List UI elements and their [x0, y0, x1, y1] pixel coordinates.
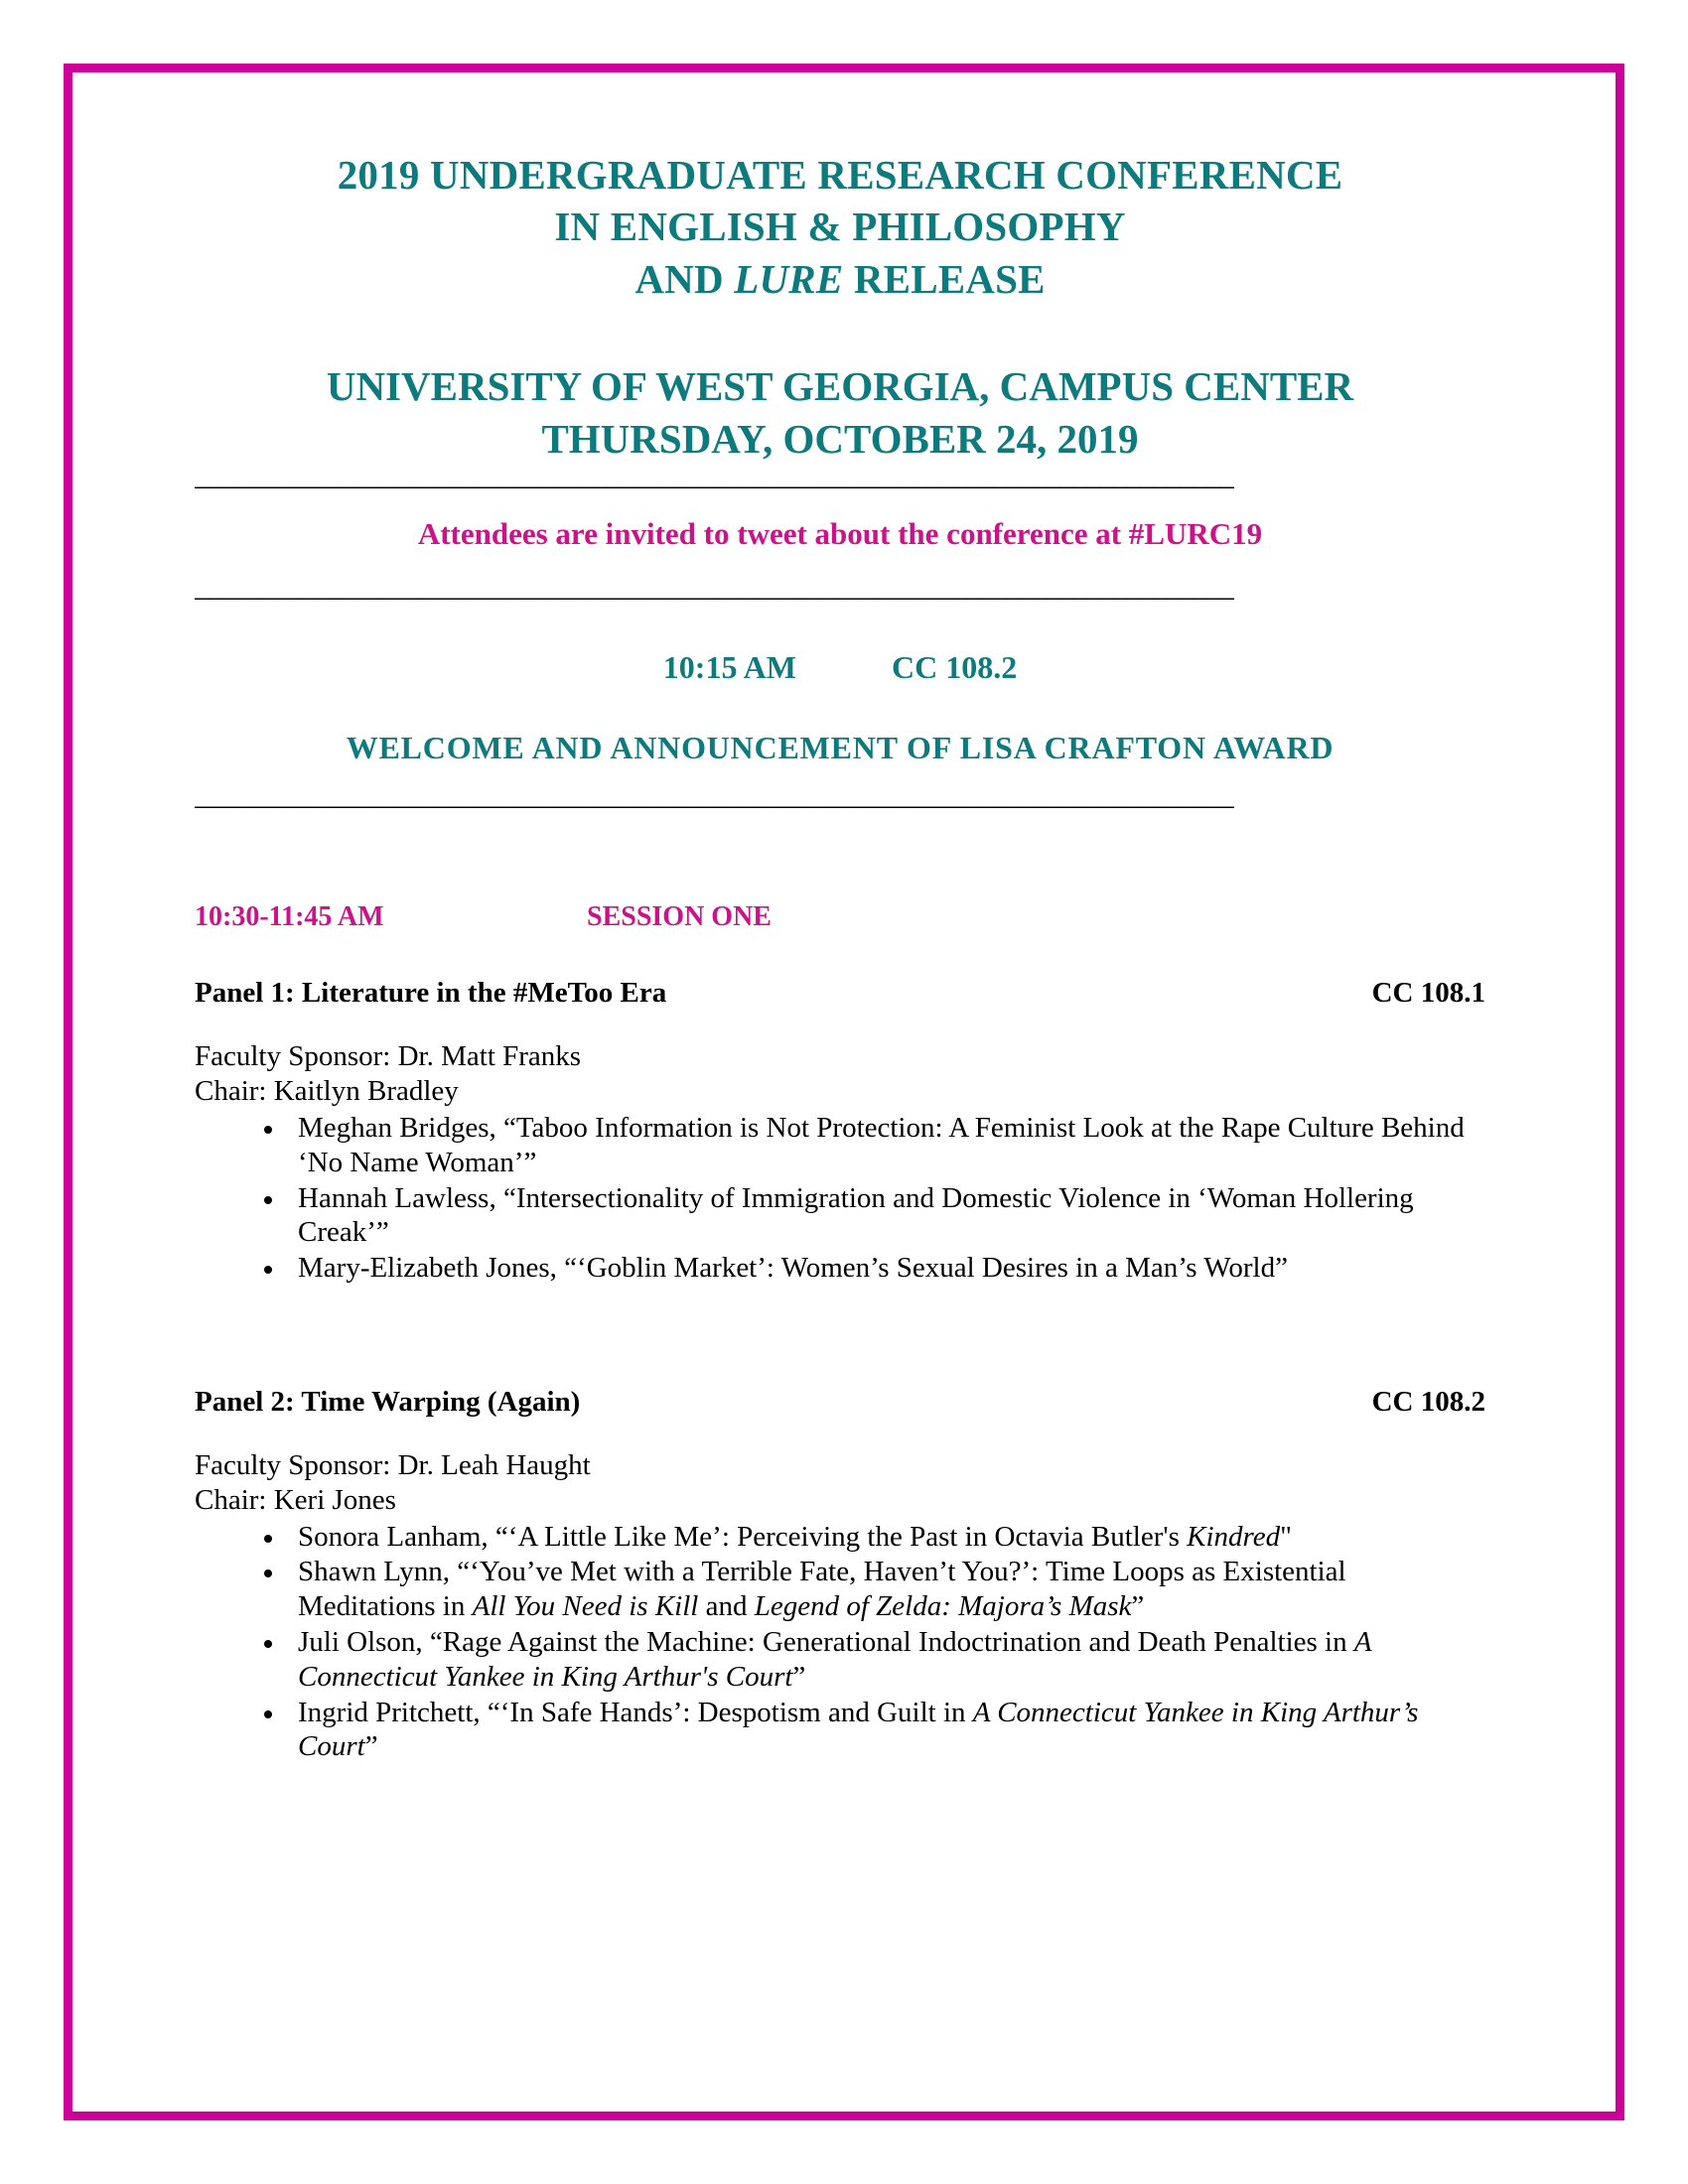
session-one-header — [195, 810, 1485, 933]
panel-separator — [195, 1287, 1485, 1342]
panel-1-faculty-sponsor: Faculty Sponsor: Dr. Matt Franks — [195, 1040, 582, 1073]
panel-2-meta — [195, 1419, 1485, 1518]
session-one-name: SESSION ONE — [587, 901, 772, 933]
panel-2-head — [195, 1386, 1485, 1419]
list-item: • Ingrid Pritchett, “‘In Safe Hands’: Despotism and Guilt in A Connecticut Yankee in King Arthur’s Court” — [286, 1696, 1485, 1765]
divider-rule-1: ______________________________________________________________________________ — [195, 465, 1233, 491]
panel-1-head — [195, 977, 1485, 1010]
panel-1 — [195, 933, 1485, 1286]
title-line-1: 2019 UNDERGRADUATE RESEARCH CONFERENCE — [337, 152, 1343, 198]
panel-2 — [195, 1342, 1485, 1764]
conference-title — [195, 149, 1485, 305]
list-item: • Meghan Bridges, “Taboo Information is Not Protection: A Feminist Look at the Rape Culture Behind ‘No Name Woman’” — [286, 1111, 1485, 1180]
venue-and-date — [195, 360, 1485, 465]
title-line-2: IN ENGLISH & PHILOSOPHY — [554, 204, 1126, 250]
program-content — [195, 149, 1485, 1765]
tweet-notice: Attendees are invited to tweet about the conference at #LURC19 — [417, 516, 1263, 552]
divider-rule-2: ______________________________________________________________________________ — [195, 576, 1233, 603]
opening-time-room — [195, 602, 1485, 686]
title-line-3-prefix: AND — [634, 255, 735, 302]
list-item: • Mary-Elizabeth Jones, “‘Goblin Market’: Women’s Sexual Desires in a Man’s World” — [286, 1251, 1485, 1286]
panel-2-room: CC 108.2 — [1371, 1385, 1485, 1418]
venue-line: UNIVERSITY OF WEST GEORGIA, CAMPUS CENTER — [326, 363, 1354, 410]
panel-2-paper-list — [195, 1520, 1485, 1765]
opening-heading: WELCOME AND ANNOUNCEMENT OF LISA CRAFTON AWARD — [346, 730, 1335, 766]
panel-1-paper-list — [195, 1111, 1485, 1286]
list-item: • Sonora Lanham, “‘A Little Like Me’: Perceiving the Past in Octavia Butler's Kindred" — [286, 1520, 1485, 1555]
title-line-3-italic: LURE — [734, 255, 844, 302]
divider-rule-3: ______________________________________________________________________________ — [195, 784, 1233, 811]
title-line-3 — [195, 253, 1485, 305]
panel-2-title: Panel 2: Time Warping (Again) — [195, 1385, 581, 1418]
panel-1-chair: Chair: Kaitlyn Bradley — [195, 1075, 459, 1108]
title-venue-spacer — [195, 305, 1485, 360]
list-item: • Shawn Lynn, “‘You’ve Met with a Terrible Fate, Haven’t You?’: Time Loops as Existential Meditations in All You Need is Kill and Legend of Zelda: Majora’s Mask” — [286, 1555, 1485, 1624]
panel-1-meta — [195, 1010, 1485, 1109]
panel-1-room: CC 108.1 — [1371, 977, 1485, 1010]
list-item: • Hannah Lawless, “Intersectionality of Immigration and Domestic Violence in ‘Woman Hollering Creak’” — [286, 1181, 1485, 1251]
panel-1-title: Panel 1: Literature in the #MeToo Era — [195, 977, 667, 1010]
session-one-time: 10:30-11:45 AM — [195, 901, 384, 933]
opening-time: 10:15 AM — [662, 649, 796, 686]
list-item: • Juli Olson, “Rage Against the Machine: Generational Indoctrination and Death Penalties in A Connecticut Yankee in King Arthur's Court” — [286, 1625, 1485, 1695]
opening-room: CC 108.2 — [891, 649, 1018, 686]
title-line-3-suffix: RELEASE — [843, 255, 1046, 302]
date-line: THURSDAY, OCTOBER 24, 2019 — [541, 415, 1139, 462]
panel-2-chair: Chair: Keri Jones — [195, 1483, 396, 1516]
panel-2-faculty-sponsor: Faculty Sponsor: Dr. Leah Haught — [195, 1448, 591, 1481]
